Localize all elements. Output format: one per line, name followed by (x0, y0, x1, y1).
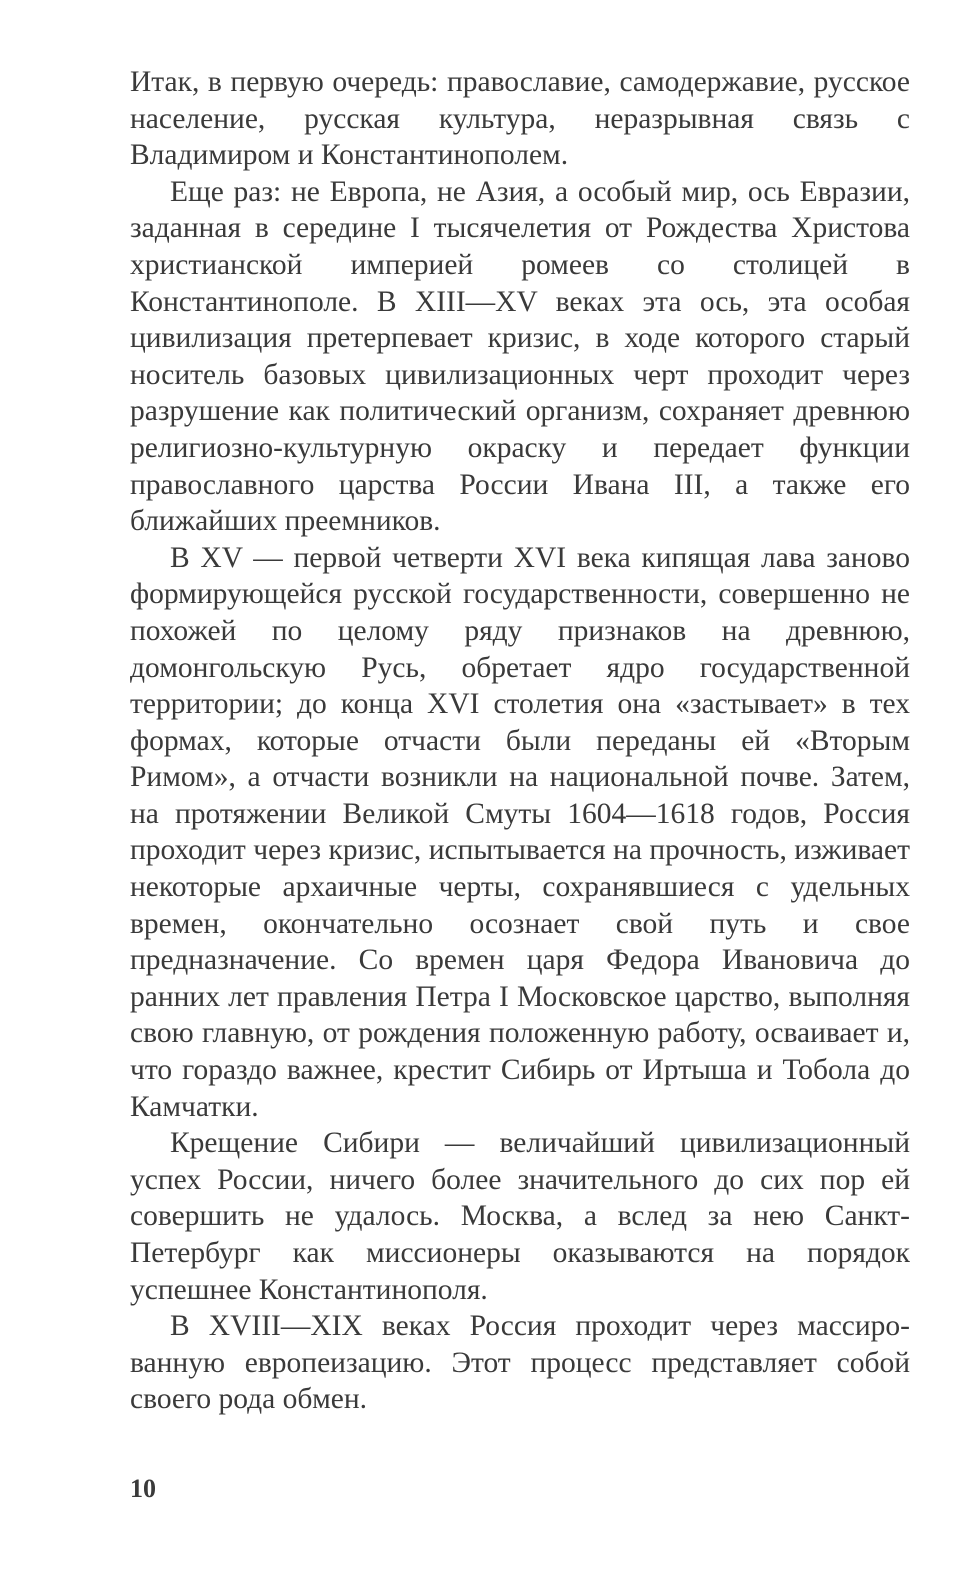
page-body (130, 64, 910, 1418)
paragraph: В XV — первой четверти XVI века кипящая лава заново формирующейся русской государственности, совершенно не похожей по целому ряду признаков на древнюю, домонгольскую Русь, обретает ядро государственной территории; до конца XVI столетия она «застывает» в тех формах, которые отчасти были переданы ей «Вторым Римом», а отчасти возникли на национальной почве. Затем, на протяжении Великой Смуты 1604—1618 годов, Россия проходит через кризис, испытывается на прочность, изживает некоторые архаичные черты, сохранявшиеся с удельных времен, окончательно осознает свой путь и свое предназначение. Со времен царя Федора Ивановича до ранних лет правления Петра I Московское царство, выполняя свою главную, от рождения положенную работу, осваивает и, что гораздо важнее, крестит Сибирь от Иртыша и Тобола до Камчатки. (130, 541, 910, 1123)
paragraph: В XVIII—XIX веках Россия проходит через массированную европеизацию. Этот процесс представляет собой своего рода обмен. (130, 1310, 910, 1416)
paragraph: Еще раз: не Европа, не Азия, а особый мир, ось Евразии, заданная в середине I тысячелетия от Рождества Христова христианской империей ромеев со столицей в Константинополе. В XIII—XV веках эта ось, эта особая цивилизация претерпевает кризис, в ходе которого старый носитель базовых цивилизационных черт проходит через разрушение как политический организм, сохраняет древнюю религиозно-культурную окраску и передает функции православного царства России Ивана III, а также его ближайших преемников. (130, 175, 910, 538)
page-number: 10 (130, 1474, 156, 1503)
paragraph: Крещение Сибири — величайший цивилизационный успех России, ничего более значительного до сих пор ей совершить не удалось. Москва, а вслед за нею Санкт-Петербург как миссионеры оказываются на порядок успешнее Константинополя. (130, 1127, 910, 1306)
paragraph: Итак, в первую очередь: православие, самодержавие, русское население, русская культура, неразрывная связь с Владимиром и Константинополем. (130, 66, 910, 172)
